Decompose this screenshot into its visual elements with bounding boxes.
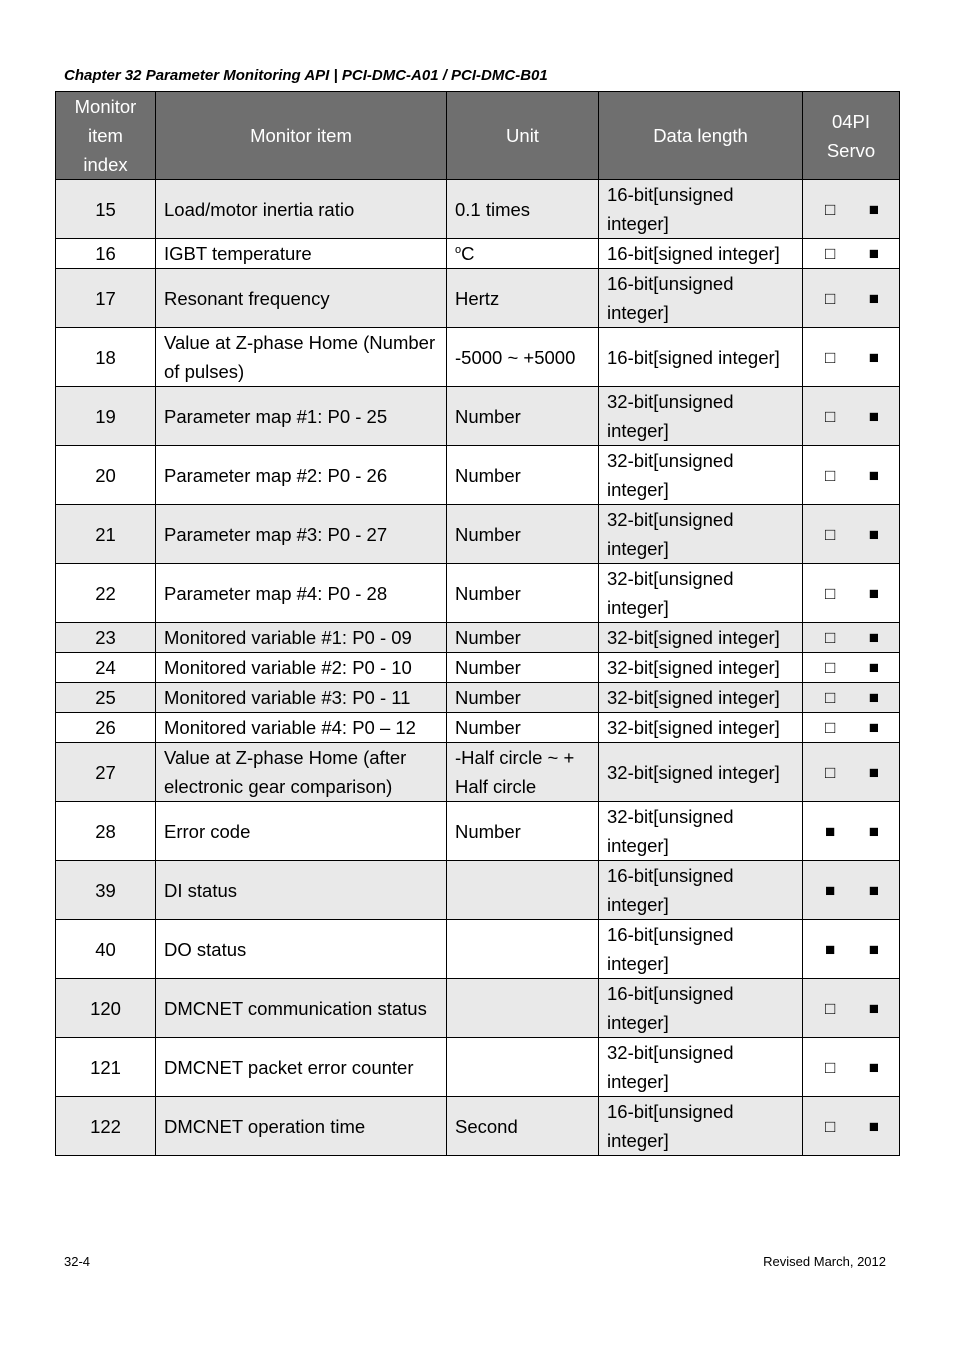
page-number: 32-4 (64, 1254, 91, 1269)
cell-item: IGBT temperature (156, 239, 447, 269)
cell-index: 18 (56, 328, 156, 387)
cell-length: 32-bit[signed integer] (599, 653, 803, 683)
cell-item: Resonant frequency (156, 269, 447, 328)
cell-item: Parameter map #4: P0 - 28 (156, 564, 447, 623)
servo-marks (811, 935, 891, 964)
cell-index: 22 (56, 564, 156, 623)
servo-mark-2-icon: ■ (868, 628, 879, 647)
servo-mark-1-icon: □ (825, 718, 836, 737)
servo-mark-1-icon: □ (825, 628, 836, 647)
servo-mark-2-icon: ■ (868, 406, 879, 426)
cell-servo (803, 505, 900, 564)
cell-length: 32-bit[signed integer] (599, 713, 803, 743)
cell-length: 16-bit[unsigned integer] (599, 1097, 803, 1156)
servo-mark-2-icon: ■ (868, 524, 879, 544)
servo-mark-1-icon: □ (825, 1116, 836, 1136)
cell-servo (803, 861, 900, 920)
cell-index: 28 (56, 802, 156, 861)
servo-marks (811, 1053, 891, 1082)
table-body (56, 180, 900, 1156)
cell-unit: Number (447, 505, 599, 564)
cell-index: 25 (56, 683, 156, 713)
servo-mark-2-icon: ■ (868, 718, 879, 737)
cell-unit (447, 239, 599, 269)
table-row (56, 1038, 900, 1097)
servo-mark-2-icon: ■ (868, 1116, 879, 1136)
servo-mark-2-icon: ■ (868, 939, 879, 959)
servo-marks (811, 653, 891, 682)
column-header-item: Monitor item (156, 92, 447, 180)
table-row (56, 683, 900, 713)
cell-item: Value at Z-phase Home (after electronic gear comparison) (156, 743, 447, 802)
servo-mark-1-icon: ■ (825, 821, 836, 841)
degree-symbol: o (455, 243, 462, 256)
cell-item: Value at Z-phase Home (Number of pulses) (156, 328, 447, 387)
servo-mark-2-icon: ■ (868, 583, 879, 603)
servo-marks (811, 520, 891, 549)
cell-unit (447, 979, 599, 1038)
cell-length: 32-bit[unsigned integer] (599, 387, 803, 446)
cell-item: Parameter map #1: P0 - 25 (156, 387, 447, 446)
cell-index: 120 (56, 979, 156, 1038)
servo-mark-2-icon: ■ (868, 244, 879, 263)
cell-unit: Hertz (447, 269, 599, 328)
cell-item: Error code (156, 802, 447, 861)
revision-note: Revised March, 2012 (763, 1254, 886, 1269)
cell-servo (803, 239, 900, 269)
servo-marks (811, 343, 891, 372)
servo-mark-2-icon: ■ (868, 347, 879, 367)
servo-marks (811, 876, 891, 905)
servo-mark-2-icon: ■ (868, 688, 879, 707)
table-row (56, 920, 900, 979)
cell-index: 17 (56, 269, 156, 328)
cell-unit: Second (447, 1097, 599, 1156)
column-header-unit: Unit (447, 92, 599, 180)
cell-unit (447, 861, 599, 920)
cell-item: Monitored variable #4: P0 – 12 (156, 713, 447, 743)
cell-length: 16-bit[unsigned integer] (599, 920, 803, 979)
cell-unit: Number (447, 387, 599, 446)
servo-mark-1-icon: □ (825, 1057, 836, 1077)
cell-index: 16 (56, 239, 156, 269)
cell-servo (803, 180, 900, 239)
servo-mark-1-icon: ■ (825, 880, 836, 900)
table-row (56, 979, 900, 1038)
servo-mark-2-icon: ■ (868, 288, 879, 308)
servo-mark-1-icon: □ (825, 583, 836, 603)
servo-marks (811, 713, 891, 742)
cell-index: 23 (56, 623, 156, 653)
table-row (56, 653, 900, 683)
servo-marks (811, 758, 891, 787)
servo-mark-2-icon: ■ (868, 1057, 879, 1077)
cell-length: 32-bit[unsigned integer] (599, 802, 803, 861)
servo-marks (811, 994, 891, 1023)
cell-servo (803, 683, 900, 713)
table-row (56, 446, 900, 505)
servo-mark-1-icon: □ (825, 762, 836, 782)
table-row (56, 505, 900, 564)
table-row (56, 564, 900, 623)
servo-marks (811, 683, 891, 712)
cell-servo (803, 743, 900, 802)
servo-mark-1-icon: □ (825, 524, 836, 544)
cell-item: Monitored variable #2: P0 - 10 (156, 653, 447, 683)
servo-mark-1-icon: □ (825, 465, 836, 485)
servo-marks (811, 195, 891, 224)
cell-servo (803, 920, 900, 979)
cell-servo (803, 446, 900, 505)
servo-mark-2-icon: ■ (868, 821, 879, 841)
servo-mark-2-icon: ■ (868, 658, 879, 677)
servo-mark-2-icon: ■ (868, 880, 879, 900)
cell-unit: -Half circle ~ + Half circle (447, 743, 599, 802)
servo-mark-1-icon: □ (825, 347, 836, 367)
cell-item: Parameter map #2: P0 - 26 (156, 446, 447, 505)
servo-mark-1-icon: □ (825, 244, 836, 263)
servo-mark-1-icon: □ (825, 688, 836, 707)
servo-mark-1-icon: □ (825, 658, 836, 677)
servo-mark-2-icon: ■ (868, 998, 879, 1018)
cell-item: Parameter map #3: P0 - 27 (156, 505, 447, 564)
cell-item: DO status (156, 920, 447, 979)
cell-unit: Number (447, 653, 599, 683)
servo-marks (811, 284, 891, 313)
table-row (56, 328, 900, 387)
cell-index: 21 (56, 505, 156, 564)
cell-item: Monitored variable #1: P0 - 09 (156, 623, 447, 653)
cell-unit: Number (447, 623, 599, 653)
cell-servo (803, 1097, 900, 1156)
cell-index: 20 (56, 446, 156, 505)
servo-mark-2-icon: ■ (868, 199, 879, 219)
servo-mark-1-icon: □ (825, 199, 836, 219)
cell-unit (447, 920, 599, 979)
cell-unit: -5000 ~ +5000 (447, 328, 599, 387)
servo-mark-1-icon: ■ (825, 939, 836, 959)
cell-servo (803, 1038, 900, 1097)
cell-length: 32-bit[signed integer] (599, 623, 803, 653)
cell-length: 16-bit[unsigned integer] (599, 269, 803, 328)
table-row (56, 802, 900, 861)
cell-index: 26 (56, 713, 156, 743)
column-header-length: Data length (599, 92, 803, 180)
table-row (56, 861, 900, 920)
cell-unit: 0.1 times (447, 180, 599, 239)
table-row (56, 713, 900, 743)
cell-unit: Number (447, 802, 599, 861)
monitor-items-table (55, 91, 900, 1156)
cell-item: Monitored variable #3: P0 - 11 (156, 683, 447, 713)
servo-mark-2-icon: ■ (868, 465, 879, 485)
table-row (56, 239, 900, 269)
cell-index: 39 (56, 861, 156, 920)
cell-servo (803, 328, 900, 387)
servo-marks (811, 461, 891, 490)
cell-index: 40 (56, 920, 156, 979)
cell-length: 32-bit[signed integer] (599, 743, 803, 802)
table-header-row (56, 92, 900, 180)
cell-servo (803, 387, 900, 446)
celsius-letter: C (461, 243, 475, 264)
servo-mark-1-icon: □ (825, 406, 836, 426)
cell-index: 24 (56, 653, 156, 683)
cell-length: 32-bit[unsigned integer] (599, 505, 803, 564)
cell-servo (803, 623, 900, 653)
servo-marks (811, 623, 891, 652)
cell-index: 27 (56, 743, 156, 802)
servo-marks (811, 402, 891, 431)
cell-item: DMCNET communication status (156, 979, 447, 1038)
cell-length: 32-bit[unsigned integer] (599, 446, 803, 505)
cell-length: 32-bit[unsigned integer] (599, 564, 803, 623)
column-header-servo: 04PI Servo (803, 92, 900, 180)
cell-index: 121 (56, 1038, 156, 1097)
cell-unit: Number (447, 713, 599, 743)
table-row (56, 1097, 900, 1156)
cell-length: 32-bit[unsigned integer] (599, 1038, 803, 1097)
cell-index: 19 (56, 387, 156, 446)
cell-length: 16-bit[unsigned integer] (599, 979, 803, 1038)
cell-length: 16-bit[unsigned integer] (599, 861, 803, 920)
cell-length: 16-bit[signed integer] (599, 239, 803, 269)
cell-item: Load/motor inertia ratio (156, 180, 447, 239)
table-row (56, 269, 900, 328)
cell-length: 16-bit[unsigned integer] (599, 180, 803, 239)
cell-unit: Number (447, 446, 599, 505)
chapter-header: Chapter 32 Parameter Monitoring API | PCI-DMC-A01 / PCI-DMC-B01 (64, 67, 548, 84)
cell-length: 16-bit[signed integer] (599, 328, 803, 387)
servo-marks (811, 1112, 891, 1141)
cell-servo (803, 653, 900, 683)
cell-servo (803, 979, 900, 1038)
servo-marks (811, 239, 891, 268)
servo-marks (811, 817, 891, 846)
servo-marks (811, 579, 891, 608)
table-row (56, 743, 900, 802)
cell-index: 15 (56, 180, 156, 239)
cell-item: DI status (156, 861, 447, 920)
column-header-index: Monitor item index (56, 92, 156, 180)
cell-item: DMCNET packet error counter (156, 1038, 447, 1097)
cell-servo (803, 713, 900, 743)
cell-unit (447, 1038, 599, 1097)
servo-mark-1-icon: □ (825, 288, 836, 308)
servo-mark-1-icon: □ (825, 998, 836, 1018)
table-row (56, 180, 900, 239)
cell-item: DMCNET operation time (156, 1097, 447, 1156)
cell-unit: Number (447, 564, 599, 623)
cell-length: 32-bit[signed integer] (599, 683, 803, 713)
cell-servo (803, 269, 900, 328)
cell-servo (803, 564, 900, 623)
servo-mark-2-icon: ■ (868, 762, 879, 782)
cell-unit: Number (447, 683, 599, 713)
cell-index: 122 (56, 1097, 156, 1156)
table-row (56, 623, 900, 653)
cell-servo (803, 802, 900, 861)
table-row (56, 387, 900, 446)
